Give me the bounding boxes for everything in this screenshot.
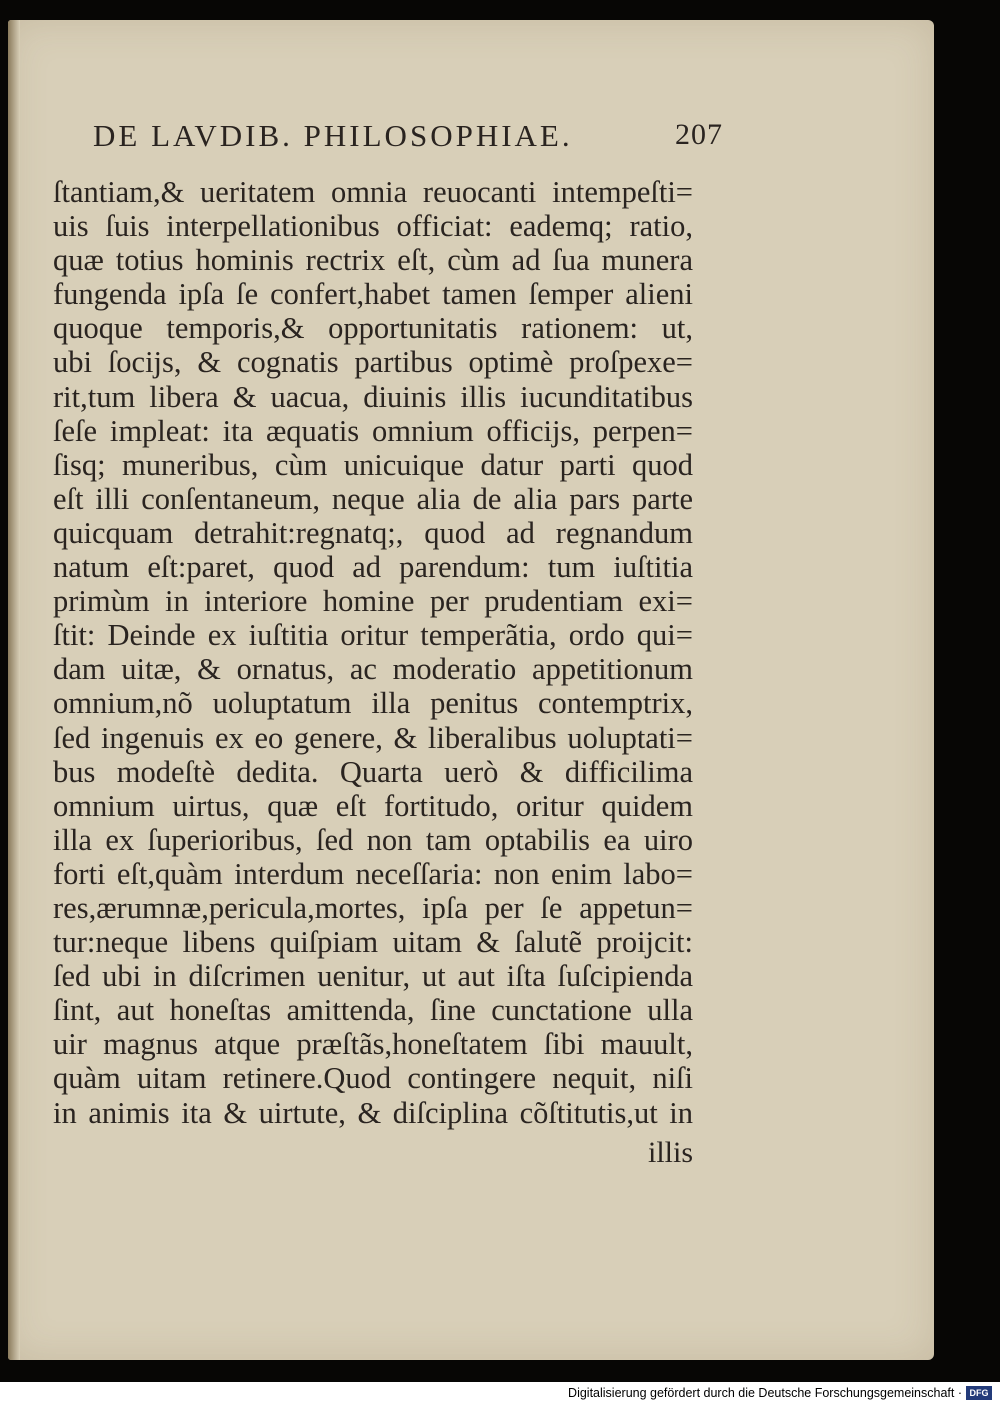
text-line: fungenda ipſa ſe confert,habet tamen ſemper alieni <box>53 277 693 312</box>
running-head <box>93 118 723 158</box>
page-number: 207 <box>675 118 723 151</box>
text-line: ſisq; muneribus, cùm unicuique datur parti quod <box>53 447 693 482</box>
text-line: uis ſuis interpellationibus officiat: eademq; ratio, <box>53 209 693 244</box>
text-line: ubi ſocijs, & cognatis partibus optimè proſpexe= <box>53 345 693 380</box>
text-line: ſint, aut honeſtas amittenda, ſine cunctatione ulla <box>53 993 693 1028</box>
footer-bar <box>0 1382 1000 1406</box>
running-title: DE LAVDIB. PHILOSOPHIAE. <box>93 118 573 153</box>
text-line: ſtantiam,& ueritatem omnia reuocanti intempeſti= <box>53 175 693 209</box>
text-line: natum eſt:paret, quod ad parendum: tum iuſtitia <box>53 550 693 585</box>
text-line: forti eſt,quàm interdum neceſſaria: non enim labo= <box>53 856 693 891</box>
text-line: tur:neque libens quiſpiam uitam & ſalutẽ proijcit: <box>53 925 693 960</box>
text-line: omnium,nõ uoluptatum illa penitus contemptrix, <box>53 686 693 721</box>
text-line: dam uitæ, & ornatus, ac moderatio appetitionum <box>53 652 693 687</box>
text-line: quàm uitam retinere.Quod contingere nequit, niſi <box>53 1061 693 1096</box>
book-page <box>8 20 934 1360</box>
text-line: ſed ubi in diſcrimen uenitur, ut aut iſta ſuſcipienda <box>53 959 693 994</box>
text-line: quicquam detrahit:regnatq;, quod ad regnandum <box>53 515 693 550</box>
text-line: uir magnus atque præſtãs,honeſtatem ſibi mauult, <box>53 1027 693 1062</box>
text-line: rit,tum libera & uacua, diuinis illis iucunditatibus <box>53 379 693 414</box>
text-line: in animis ita & uirtute, & diſciplina cõſtitutis,ut in <box>53 1095 693 1130</box>
catchword: illis <box>647 1136 693 1169</box>
text-line: ſed ingenuis ex eo genere, & liberalibus uoluptati= <box>53 720 693 755</box>
text-line: quæ totius hominis rectrix eſt, cùm ad ſua munera <box>53 243 693 278</box>
text-line: primùm in interiore homine per prudentiam exi= <box>53 584 693 619</box>
body-text <box>53 175 693 1130</box>
page-gutter <box>8 20 20 1360</box>
text-line: quoque temporis,& opportunitatis rationem: ut, <box>53 311 693 346</box>
dfg-logo-icon[interactable]: DFG <box>966 1386 992 1400</box>
text-line: illa ex ſuperioribus, ſed non tam optabilis ea uiro <box>53 822 693 857</box>
funding-credit: Digitalisierung gefördert durch die Deutsche Forschungsgemeinschaft · <box>568 1386 962 1400</box>
text-line: bus modeſtè dedita. Quarta uerò & difficilima <box>53 754 693 789</box>
text-line: ſeſe impleat: ita æquatis omnium officijs, perpen= <box>53 413 693 448</box>
text-line: omnium uirtus, quæ eſt fortitudo, oritur quidem <box>53 788 693 823</box>
text-line: ſtit: Deinde ex iuſtitia oritur temperãtia, ordo qui= <box>53 618 693 653</box>
text-line: res,ærumnæ,pericula,mortes, ipſa per ſe appetun= <box>53 890 693 925</box>
text-line: eſt illi conſentaneum, neque alia de alia pars parte <box>53 481 693 516</box>
catchword-row <box>53 1136 693 1170</box>
